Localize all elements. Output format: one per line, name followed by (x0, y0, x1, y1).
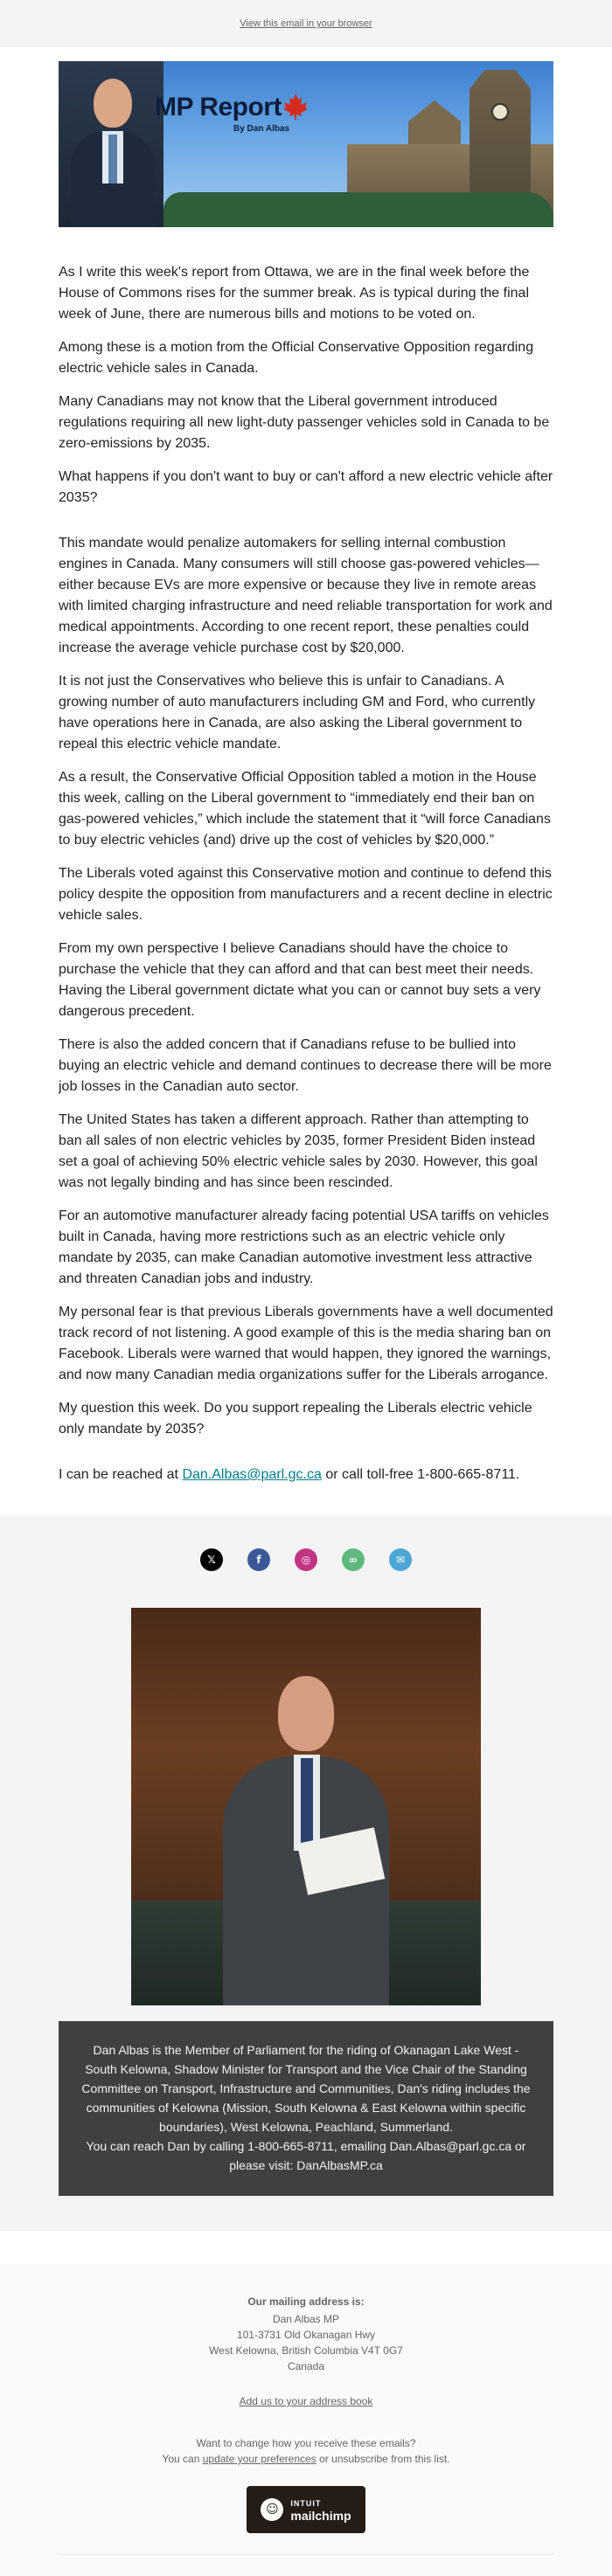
paragraph: As I write this week's report from Ottawa, we are in the final week before the House of Commons rises for the summer break. As is typical during the final week of June, there are numerous bills and motions to be voted on. (59, 265, 530, 322)
mailing-address: Dan Albas MP 101-3731 Old Okanagan Hwy West Kelowna, British Columbia V4T 0G7 Canada (209, 2313, 403, 2372)
email-footer (0, 2264, 612, 2576)
contact-email-link[interactable]: Dan.Albas@parl.gc.ca (182, 1467, 322, 1482)
paragraph: Among these is a motion from the Official Conservative Opposition regarding electric vehicle sales in Canada. (59, 340, 534, 376)
contact-line: I can be reached at Dan.Albas@parl.gc.ca or call toll-free 1-800-665-8711. (59, 1467, 520, 1482)
paragraph: From my own perspective I believe Canadians should have the choice to purchase the vehicle that they can afford and that can best meet their needs. Having the Liberal government dictate what you can or cannot buy sets a very dangerous precedent. (59, 941, 541, 1019)
mp-speaking-photo (131, 1608, 481, 2005)
paragraph: Many Canadians may not know that the Liberal government introduced regulations requiring all new light-duty passenger vehicles sold in Canada to be zero-emissions by 2035. (59, 394, 550, 451)
paragraph: There is also the added concern that if Canadians refuse to be bullied into buying an electric vehicle and demand continues to decrease there will be more job losses in the Canadian auto sector. (59, 1037, 552, 1094)
social-links (0, 1548, 612, 1571)
header-banner-image (59, 61, 553, 227)
email-icon[interactable]: ✉ (389, 1548, 412, 1571)
facebook-icon[interactable]: f (247, 1548, 270, 1571)
maple-leaf-icon (282, 93, 309, 121)
paragraph: The United States has taken a different approach. Rather than attempting to ban all sales of non electric vehicles by 2035, former President Biden instead set a goal of achieving 50% electric vehicle sales by 2030. However, this goal was not legally binding and has since been rescinded. (59, 1112, 538, 1190)
paragraph: As a result, the Conservative Official Opposition tabled a motion in the House this week, calling on the Liberal government to “immediately end their ban on gas-powered vehicles,” which include the statement that it “will force Canadians to buy electric vehicles (and) drive up the cost of vehicles by $20,000.” (59, 770, 551, 848)
update-preferences-link[interactable]: update your preferences (202, 2453, 316, 2465)
x-twitter-icon[interactable]: 𝕏 (200, 1548, 223, 1571)
banner-byline: By Dan Albas (233, 124, 290, 134)
paragraph: It is not just the Conservatives who believe this is unfair to Canadians. A growing number of auto manufacturers including GM and Ford, who currently have operations here in Canada, are also asking the Liberal government to repeal this electric vehicle mandate. (59, 674, 536, 751)
mailchimp-icon: ☺ (261, 2498, 283, 2521)
prefs-line: You can update your preferences or unsubscribe from this list. (162, 2453, 450, 2465)
mailchimp-badge[interactable]: ☺ INTUIT mailchimp (247, 2486, 365, 2533)
footer-divider (59, 2554, 553, 2555)
banner-title: MP Report (155, 93, 282, 121)
mailing-heading: Our mailing address is: (247, 2296, 365, 2308)
paragraph: What happens if you don't want to buy or can't afford a new electric vehicle after 2035? (59, 469, 553, 505)
bio-text: Dan Albas is the Member of Parliament for the riding of Okanagan Lake West - South Kelowna, Shadow Minister for Transport and the Vice Chair of the Standing Committee on Transport, Infrastructure and Communities, Dan's riding includes the communities of Kelowna (Mission, South Kelowna & East Kelowna within specific boundaries), West Kelowna, Peachland, Summerland. (81, 2043, 531, 2134)
bio-box (59, 2021, 553, 2196)
website-link-icon[interactable]: ∞ (342, 1548, 365, 1571)
add-to-address-book-link[interactable]: Add us to your address book (239, 2395, 373, 2407)
bio-reach: You can reach Dan by calling 1-800-665-8711, emailing Dan.Albas@parl.gc.ca or please visit: DanAlbasMP.ca (86, 2139, 526, 2172)
change-prompt: Want to change how you receive these emails? (196, 2437, 416, 2449)
paragraph: The Liberals voted against this Conservative motion and continue to defend this policy despite the opposition from manufacturers and a recent decline in electric vehicle sales. (59, 866, 553, 923)
paragraph: This mandate would penalize automakers for selling internal combustion engines in Canada. Many consumers will still choose gas-powered vehicles—either because EVs are more expensive or because they live in remote areas with limited charging infrastructure and need reliable transportation for work and medical appointments. According to one recent report, these penalties could increase the average vehicle purchase cost by $20,000. (59, 536, 553, 655)
view-in-browser-link[interactable]: View this email in your browser (240, 18, 372, 29)
instagram-icon[interactable]: ◎ (295, 1548, 317, 1571)
top-bar (0, 0, 612, 47)
report-body (59, 227, 553, 1485)
social-section (0, 1515, 612, 2231)
paragraph: My personal fear is that previous Liberals governments have a well documented track record of not listening. A good example of this is the media sharing ban on Facebook. Liberals were warned that would happen, they ignored the warnings, and now many Canadian media organizations suffer for the Liberals arrogance. (59, 1305, 553, 1382)
paragraph: My question this week. Do you support repealing the Liberals electric vehicle only mandate by 2035? (59, 1401, 532, 1437)
paragraph: For an automotive manufacturer already facing potential USA tariffs on vehicles built in Canada, having more restrictions such as an electric vehicle only mandate by 2035, can make Canadian automotive investment less attractive and threaten Canadian jobs and industry. (59, 1208, 549, 1286)
